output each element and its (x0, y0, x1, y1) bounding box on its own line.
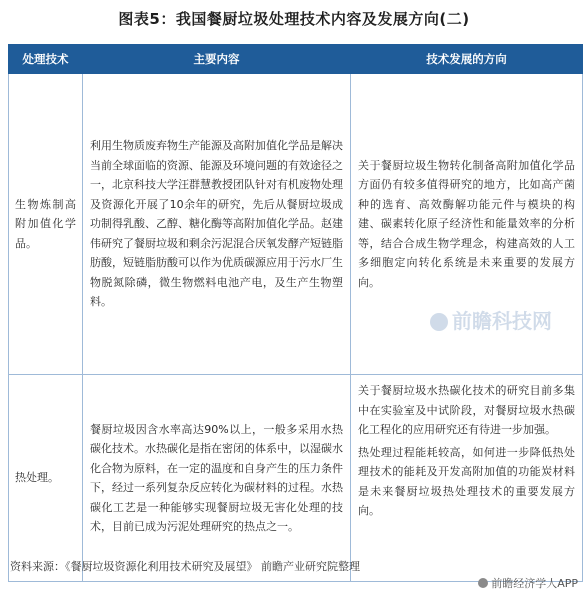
tech-name-cell: 热处理。 (9, 375, 83, 582)
direction-paragraph: 关于餐厨垃圾水热碳化技术的研究目前多集中在实验室及中试阶段，对餐厨垃圾水热碳化工程化的应用研究还有待进一步加强。 (358, 384, 575, 436)
page-title: 图表5：我国餐厨垃圾处理技术内容及发展方向(二) (118, 10, 470, 28)
technology-table (8, 44, 583, 582)
table-row (9, 375, 583, 582)
table-row (9, 74, 583, 375)
brand-logo-icon (478, 578, 488, 588)
brand-footer (478, 575, 578, 591)
header-direction: 技术发展的方向 (351, 45, 583, 74)
direction-cell (351, 375, 583, 582)
table-header-row (9, 45, 583, 74)
watermark-text: 前瞻科技网 (452, 309, 552, 333)
direction-paragraph: 关于餐厨垃圾生物转化制备高附加值化学品方面仍有较多值得研究的地方，比如高产菌种的选育、高效酶解功能元件与模块的构建、碳素转化原子经济性和能量效率的分析等，结合合成生物学理念，构建高效的人工多细胞定向转化系统是未来重要的发展方向。 (358, 158, 575, 289)
direction-cell (351, 74, 583, 375)
tech-name-cell: 生物炼制高附加值化学品。 (9, 74, 83, 375)
source-note: 资料来源：《餐厨垃圾资源化利用技术研究及展望》 前瞻产业研究院整理 (10, 560, 360, 573)
header-tech: 处理技术 (9, 45, 83, 74)
brand-name: 前瞻经济学人APP (491, 577, 578, 590)
content-cell: 餐厨垃圾因含水率高达90%以上，一般多采用水热碳化技术。水热碳化是指在密闭的体系中，以湿碳水化合物为原料，在一定的温度和自身产生的压力条件下，经过一系列复杂反应转化为碳材料的过程。水热碳化工艺是一种能够实现餐厨垃圾无害化处理的技术，目前已成为污泥处理研究的热点之一。 (83, 375, 351, 582)
content-cell: 利用生物质废弃物生产能源及高附加值化学品是解决当前全球面临的资源、能源及环境问题的有效途径之一，北京科技大学汪群慧教授团队针对有机废物处理及资源化开展了10余年的研究，先后从餐厨垃圾成功制得乳酸、乙醇、糖化酶等高附加值化学品。赵建伟研究了餐厨垃圾和剩余污泥混合厌氧发酵产短链脂肪酸，短链脂肪酸可以作为优质碳源应用于污水厂生物脱氮除磷，微生物燃料电池产电，及生产生物塑料。 (83, 74, 351, 375)
header-content: 主要内容 (83, 45, 351, 74)
direction-paragraph: 热处理过程能耗较高，如何进一步降低热处理技术的能耗及开发高附加值的功能炭材料是未来餐厨垃圾热处理技术的重要发展方向。 (358, 445, 575, 517)
